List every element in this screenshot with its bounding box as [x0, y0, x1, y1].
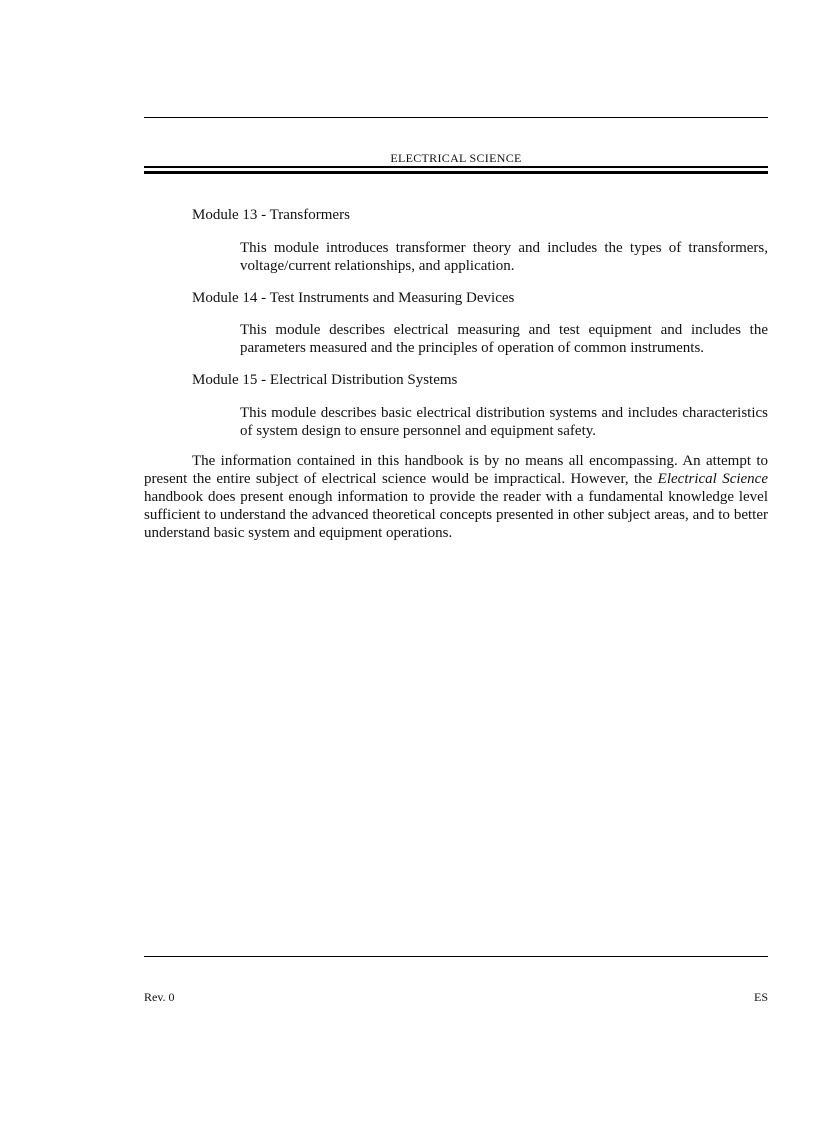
closing-paragraph-part1: The information contained in this handbook is by no means all encompassing. An attempt to present the entire subject of electrical science would be impractical. However, the: [144, 453, 768, 487]
top-rule: [144, 117, 768, 118]
footer-doc-code: ES: [753, 990, 768, 1004]
closing-paragraph-part2: handbook does present enough information to provide the reader with a fundamental knowledge level sufficient to understand the advanced theoretical concepts presented in other subject areas, and to better understand basic system and equipment operations.: [144, 489, 768, 541]
module-14-description: This module describes electrical measuring and test equipment and includes the parameters measured and the principles of operation of common instruments.: [240, 322, 768, 356]
module-13-description: This module introduces transformer theory and includes the types of transformers, voltage/current relationships, and application.: [240, 240, 768, 274]
closing-paragraph: [144, 452, 768, 542]
footer-rule: [144, 956, 768, 957]
module-15-description: This module describes basic electrical distribution systems and includes characteristics of system design to ensure personnel and equipment safety.: [240, 405, 768, 439]
module-14-title: Module 14 - Test Instruments and Measuring Devices: [192, 290, 515, 306]
module-13-title: Module 13 - Transformers: [192, 207, 350, 223]
header-rule-thin: [144, 171, 768, 174]
running-header: ELECTRICAL SCIENCE: [390, 151, 522, 165]
header-rule-thick: [144, 166, 768, 168]
module-15-title: Module 15 - Electrical Distribution Systems: [192, 372, 458, 388]
handbook-title: Electrical Science: [657, 471, 768, 487]
footer-revision: Rev. 0: [144, 990, 175, 1004]
